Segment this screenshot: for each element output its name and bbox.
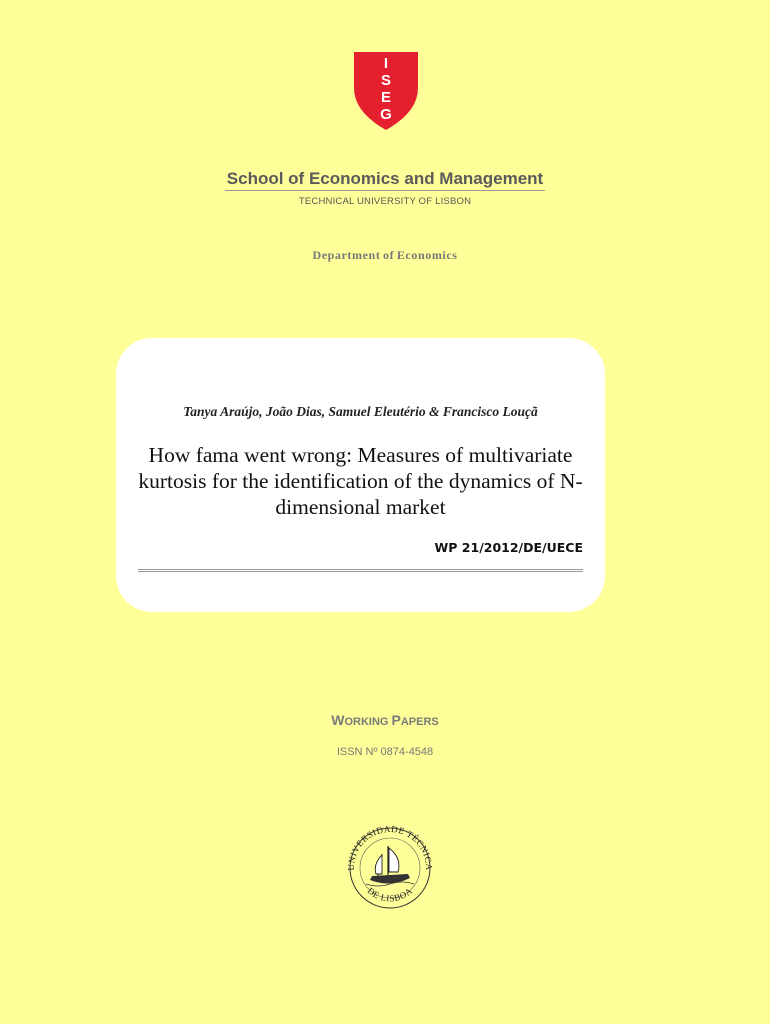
issn-number: ISSN Nº 0874-4548	[336, 746, 434, 758]
iseg-logo	[352, 50, 420, 132]
logo-letter: G	[380, 106, 392, 123]
school-header	[0, 169, 770, 191]
paper-title: How fama went wrong: Measures of multivariate kurtosis for the identification of the dynamics of N-dimensional market	[138, 443, 583, 519]
seal-text-top: UNIVERSIDADE TÉCNICA	[345, 823, 435, 871]
logo-letter: I	[383, 55, 389, 72]
seal-text-bottom: DE LISBOA	[365, 885, 415, 904]
paper-authors: Tanya Araújo, João Dias, Samuel Eleutério & Francisco Louçã	[183, 404, 538, 419]
school-name: School of Economics and Management	[225, 169, 545, 191]
divider	[138, 569, 583, 572]
department-name: Department of Economics	[312, 248, 458, 262]
working-paper-code: WP 21/2012/DE/UECE	[434, 540, 583, 555]
logo-letter: E	[380, 89, 392, 106]
university-seal	[342, 818, 438, 914]
logo-letter: S	[380, 72, 392, 89]
series-name: WORKING PAPERS	[331, 712, 439, 728]
paper-card	[116, 338, 605, 612]
university-name: TECHNICAL UNIVERSITY OF LISBON	[298, 196, 472, 207]
ship-icon	[366, 846, 414, 886]
svg-text:DE LISBOA	[366, 886, 415, 904]
